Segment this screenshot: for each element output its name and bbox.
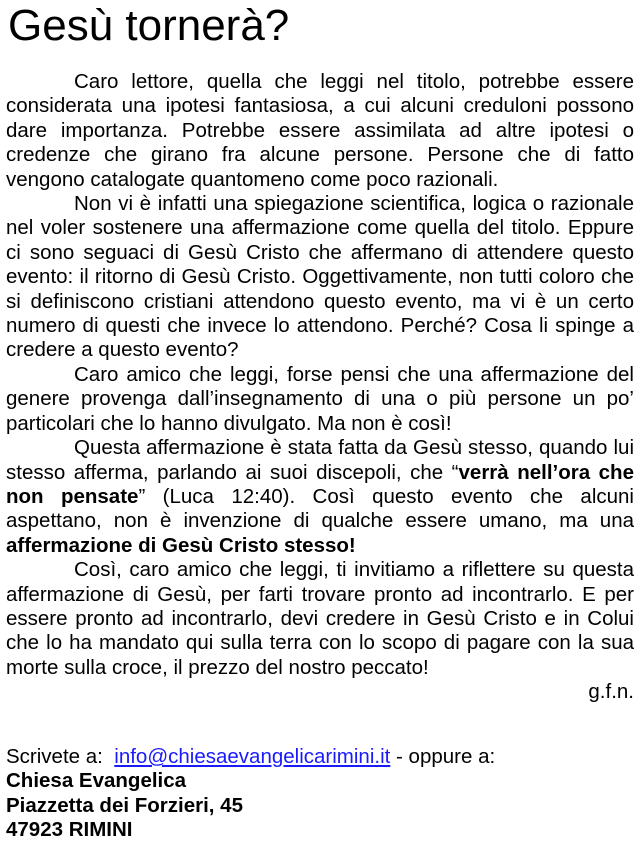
street-address: Piazzetta dei Forzieri, 45 [6, 793, 243, 817]
signature: g.f.n. [588, 680, 634, 704]
contact-footer [6, 745, 634, 843]
page-title: Gesù tornerà? [8, 1, 290, 50]
emphasis-statement: affermazione di Gesù Cristo stesso! [6, 533, 356, 557]
paragraph-4-text-a: Questa affermazione è stata fatta da Gesù stesso, quando lui stesso afferma, parlando ai suoi discepoli, che “ [6, 436, 634, 484]
paragraph-4-text-b: ” (Luca 12:40). Così questo evento che alcuni aspettano, non è invenzione di qualche essere umano, ma una [6, 484, 634, 533]
paragraph-2: Non vi è infatti una spiegazione scientifica, logica o razionale nel voler sostenere una affermazione come quella del titolo. Eppure ci sono seguaci di Gesù Cristo che affermano di attendere questo evento: il ritorno di Gesù Cristo. Oggettivamente, non tutti coloro che si definiscono cristiani attendono questo evento, ma vi è un certo numero di questi che invece lo attendono. Perché? Cosa li spinge a credere a questo evento? [6, 192, 634, 362]
paragraph-4 [6, 436, 634, 558]
email-link[interactable]: info@chiesaevangelicarimini.it [114, 745, 391, 768]
bible-quote: verrà nell’ora che non pensate [6, 460, 634, 508]
paragraph-3: Caro amico che leggi, forse pensi che una affermazione del genere provenga dall’insegnamento di una o più persone un po’ particolari che lo hanno divulgato. Ma non è così! [6, 362, 634, 435]
city-address: 47923 RIMINI [6, 818, 133, 842]
paragraph-5: Così, caro amico che leggi, ti invitiamo a riflettere su questa affermazione di Gesù, per farti trovare pronto ad incontrarlo. E per essere pronto ad incontrarlo, devi credere in Gesù Cristo e in Colui che lo ha mandato qui sulla terra con lo scopo di pagare con la sua morte sulla croce, il prezzo del nostro peccato! [6, 558, 634, 679]
org-name: Chiesa Evangelica [6, 769, 187, 793]
write-to-label: Scrivete a: [6, 745, 103, 768]
article-body [6, 70, 634, 705]
or-label: - oppure a: [396, 745, 496, 768]
contact-line [6, 745, 634, 769]
paragraph-1: Caro lettore, quella che leggi nel titolo, potrebbe essere considerata una ipotesi fantasiosa, a cui alcuni creduloni possono dare importanza. Potrebbe essere assimilata ad altre ipotesi o credenze che girano fra alcune persone. Persone che di fatto vengono catalogate quantomeno come poco razionali. [6, 70, 634, 191]
